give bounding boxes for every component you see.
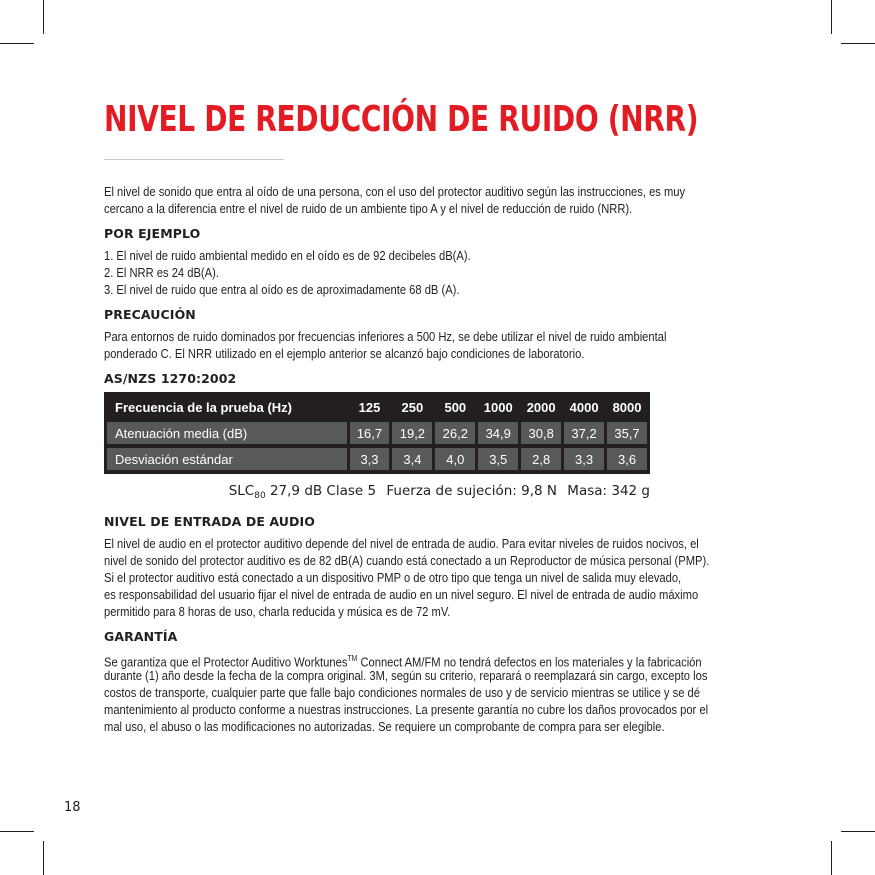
frequency-cell: 2000 <box>520 394 563 420</box>
warranty-heading: GARANTÍA <box>104 629 178 644</box>
warranty-line: mantenimiento al producto conforme a nuestras instrucciones. La presente garantía no cubre los daños provocados por el <box>104 702 709 717</box>
frequency-cell: 125 <box>348 394 391 420</box>
table-cell: 3,5 <box>477 446 520 472</box>
crop-mark <box>43 841 44 875</box>
main-content <box>104 183 794 735</box>
table-cell: 16,7 <box>348 420 391 446</box>
warranty-line: mal uso, el abuso o las modificaciones no autorizadas. Se requiere un comprobante de compra para ser elegible. <box>104 719 665 734</box>
audio-line: permitido para 8 horas de uso, charla reducida y música es de 72 mV. <box>104 604 451 619</box>
crop-mark <box>831 841 832 875</box>
warranty-line: durante (1) año desde la fecha de la compra original. 3M, según su criterio, reparará o reemplazará sin cargo, excepto los <box>104 668 708 683</box>
clamping-force: Fuerza de sujeción: 9,8 N <box>386 483 557 499</box>
row-label: Desviación estándar <box>106 446 349 472</box>
caution-line: Para entornos de ruido dominados por frecuencias inferiores a 500 Hz, se debe utilizar el nivel de ruido ambiental <box>104 329 667 344</box>
caution-heading: PRECAUCIÓN <box>104 307 196 322</box>
table-cell: 30,8 <box>520 420 563 446</box>
warranty-text: Connect AM/FM no tendrá defectos en los materiales y la fabricación <box>357 654 702 670</box>
mass-value: Masa: 342 g <box>567 483 650 499</box>
intro-paragraph <box>104 183 794 217</box>
example-list <box>104 247 794 298</box>
table-header-label: Frecuencia de la prueba (Hz) <box>106 394 349 420</box>
audio-line: nivel de sonido del protector auditivo es de 82 dB(A) cuando está conectado a un Reproductor de música personal (PMP). <box>104 553 710 568</box>
table-row <box>106 420 649 446</box>
crop-mark <box>841 43 875 44</box>
intro-line: cercano a la diferencia entre el nivel de ruido de un ambiente tipo A y el nivel de reducción de ruido (NRR). <box>104 201 633 216</box>
crop-mark <box>841 831 875 832</box>
warranty-text: Se garantiza que el Protector Auditivo Worktunes <box>104 654 348 670</box>
table-cell: 3,6 <box>606 446 649 472</box>
table-cell: 3,4 <box>391 446 434 472</box>
table-cell: 2,8 <box>520 446 563 472</box>
example-item: 2. El NRR es 24 dB(A). <box>104 265 219 280</box>
audio-heading: NIVEL DE ENTRADA DE AUDIO <box>104 514 315 529</box>
crop-mark <box>831 0 832 34</box>
example-item: 3. El nivel de ruido que entra al oído es de aproximadamente 68 dB (A). <box>104 282 460 297</box>
trademark-mark: TM <box>347 654 358 663</box>
slc-value: 27,9 dB Clase 5 <box>265 483 377 499</box>
table-cell: 4,0 <box>434 446 477 472</box>
table-cell: 26,2 <box>434 420 477 446</box>
standard-heading: AS/NZS 1270:2002 <box>104 371 237 386</box>
crop-mark <box>0 43 34 44</box>
frequency-cell: 500 <box>434 394 477 420</box>
title-divider <box>104 159 284 160</box>
specs-summary <box>104 482 650 505</box>
warranty-line: costos de transporte, cualquier parte que falle bajo condiciones normales de uso y de servicio mientras se utilice y se dé <box>104 685 700 700</box>
row-label: Atenuación media (dB) <box>106 420 349 446</box>
table-cell: 19,2 <box>391 420 434 446</box>
frequency-cell: 250 <box>391 394 434 420</box>
table-row <box>106 446 649 472</box>
crop-mark <box>0 831 34 832</box>
example-item: 1. El nivel de ruido ambiental medido en el oído es de 92 decibeles dB(A). <box>104 248 471 263</box>
slc-label: SLC <box>228 483 255 499</box>
example-heading: POR EJEMPLO <box>104 226 201 241</box>
audio-line: es responsabilidad del usuario fijar el nivel de entrada de audio en un nivel seguro. El nivel de entrada de audio máximo <box>104 587 699 602</box>
caution-line: ponderado C. El NRR utilizado en el ejemplo anterior se alcanzó bajo condiciones de laboratorio. <box>104 346 585 361</box>
frequency-cell: 1000 <box>477 394 520 420</box>
crop-mark <box>43 0 44 34</box>
intro-line: El nivel de sonido que entra al oído de una persona, con el uso del protector auditivo según las instrucciones, es muy <box>104 184 686 199</box>
table-cell: 34,9 <box>477 420 520 446</box>
frequency-cell: 8000 <box>606 394 649 420</box>
audio-line: El nivel de audio en el protector auditivo depende del nivel de entrada de audio. Para evitar niveles de ruidos nocivos, el <box>104 536 699 551</box>
table-cell: 3,3 <box>563 446 606 472</box>
audio-paragraph <box>104 535 794 620</box>
warranty-paragraph <box>104 650 794 735</box>
audio-line: Si el protector auditivo está conectado a un dispositivo PMP o de otro tipo que tenga un nivel de salida muy elevado, <box>104 570 682 585</box>
table-header-row <box>106 394 649 420</box>
table-cell: 37,2 <box>563 420 606 446</box>
attenuation-table <box>104 392 650 474</box>
frequency-cell: 4000 <box>563 394 606 420</box>
page-number: 18 <box>64 800 81 815</box>
slc-subscript: 80 <box>254 491 266 501</box>
table-cell: 35,7 <box>606 420 649 446</box>
table-cell: 3,3 <box>348 446 391 472</box>
page-title: NIVEL DE REDUCCIÓN DE RUIDO (NRR) <box>104 99 699 140</box>
caution-paragraph <box>104 328 794 362</box>
